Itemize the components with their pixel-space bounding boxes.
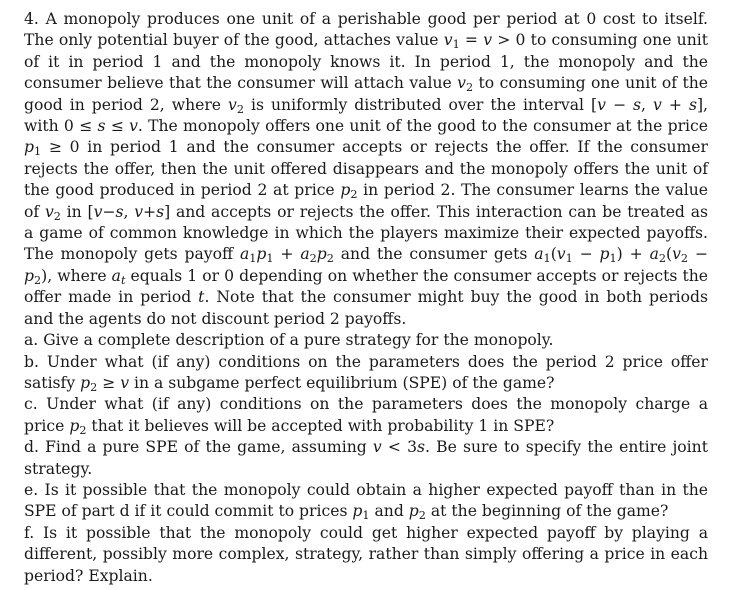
math-symbol (653, 96, 662, 114)
math-symbol (300, 245, 317, 266)
math-subscript: 1 (249, 252, 257, 266)
math-symbol (408, 502, 426, 523)
math-symbol (633, 96, 641, 114)
math-subscript: 1 (609, 252, 617, 266)
math-subscript: 2 (418, 509, 426, 523)
text-run: d. Find a pure SPE of the game, assuming (24, 438, 373, 457)
question-parts-list (24, 330, 708, 587)
math-subscript: t (120, 273, 126, 287)
text-run: − (102, 202, 116, 221)
math-symbol (483, 31, 492, 49)
text-run: ≥ (97, 373, 121, 392)
math-symbol (24, 138, 42, 159)
math-variable: s (97, 117, 106, 136)
math-symbol (69, 417, 86, 435)
math-subscript: 2 (90, 380, 98, 394)
text-run: c. Under what (if any) conditions on the parameters does the monopoly charge a price (24, 395, 708, 435)
math-symbol (649, 245, 666, 266)
math-symbol (80, 374, 97, 392)
text-run: f. Is it possible that the monopoly could get higher expected payoff by playing a different, possibly more complex, strategy, rather than simply offering a price in each period? Explain. (24, 523, 708, 585)
math-variable: s (417, 438, 426, 457)
math-symbol (534, 245, 551, 266)
text-run: ] and accepts or rejects the offer. This interaction can be treated as a game of common knowledge in which the players maximize their expected payoffs. The monopoly gets payoff (24, 202, 708, 264)
text-run: − (605, 95, 634, 114)
math-symbol (45, 203, 61, 221)
math-symbol (689, 96, 697, 114)
math-variable: v (556, 245, 566, 264)
text-run: . Be sure to specify the entire joint strategy. (24, 438, 708, 478)
math-variable: s (633, 95, 642, 114)
math-variable: p (80, 373, 91, 392)
problem-number: 4. (24, 10, 39, 28)
text-run: . The monopoly offers one unit of the good to the consumer at the price (137, 117, 708, 136)
math-symbol (156, 203, 164, 221)
math-subscript: 1 (565, 252, 573, 266)
math-variable: a (111, 266, 121, 285)
text-run: ), where (41, 266, 112, 285)
math-subscript: 2 (309, 252, 317, 266)
question-part-e (24, 480, 708, 523)
text-run: ], with 0 ≤ (24, 95, 708, 136)
math-subscript: 1 (543, 252, 551, 266)
text-run: in a subgame perfect equilibrium (SPE) of the game? (129, 373, 555, 392)
text-run: , (641, 95, 654, 114)
math-symbol (256, 245, 274, 266)
math-symbol (24, 267, 41, 285)
math-subscript: 1 (452, 38, 460, 52)
text-run: and (369, 502, 409, 521)
math-variable: v (93, 202, 103, 221)
text-run: − (688, 245, 708, 264)
text-run: that it believes will be accepted with probability 1 in SPE? (86, 416, 555, 435)
math-subscript: 1 (362, 509, 370, 523)
math-variable: v (129, 117, 138, 136)
text-run: ( (666, 245, 673, 264)
math-symbol (556, 245, 573, 266)
math-symbol (599, 245, 617, 266)
text-run: , (123, 202, 135, 221)
text-run: is uniformly distributed over the interval [ (244, 95, 598, 114)
math-variable: p (24, 138, 34, 157)
math-subscript: 2 (236, 102, 244, 116)
text-run: ) + (616, 245, 650, 264)
math-variable: p (599, 245, 610, 264)
math-variable: v (134, 202, 144, 221)
math-subscript: 1 (33, 145, 42, 159)
question-part-f (24, 523, 708, 587)
math-subscript: 2 (465, 81, 474, 95)
text-run: ≤ (105, 117, 130, 136)
math-variable: p (24, 266, 34, 285)
text-run: a. Give a complete description of a pure strategy for the monopoly. (24, 331, 554, 350)
text-run: < 3 (381, 438, 418, 457)
text-run: at the beginning of the game? (425, 502, 669, 521)
math-variable: v (443, 31, 453, 50)
math-subscript: 2 (680, 252, 689, 266)
math-variable: v (228, 95, 237, 114)
text-run: equals 1 or 0 depending on whether the consumer accepts or rejects the offer made in period (24, 266, 708, 307)
text-run: . Note that the consumer might buy the good in both periods and the agents do not discount period 2 payoffs. (24, 288, 709, 328)
math-variable: s (156, 202, 165, 221)
math-variable: a (649, 245, 659, 264)
text-run: + (273, 245, 301, 264)
math-variable: v (120, 373, 130, 392)
math-variable: s (115, 202, 124, 221)
math-subscript: 2 (326, 252, 334, 266)
math-symbol (340, 181, 358, 202)
math-variable: p (256, 245, 267, 264)
text-run: e. Is it possible that the monopoly could obtain a higher expected payoff than in the SPE of part d if it could commit to prices (24, 480, 708, 521)
text-run: b. Under what (if any) conditions on the parameters does the period 2 price offer satisfy (24, 352, 708, 392)
math-symbol (672, 245, 689, 266)
math-symbol (316, 245, 334, 266)
math-subscript: 2 (79, 423, 87, 437)
math-variable: p (408, 502, 419, 521)
math-variable: v (597, 95, 606, 114)
math-variable: p (340, 181, 351, 200)
math-symbol (352, 502, 370, 523)
math-variable: v (44, 202, 54, 221)
math-variable: v (653, 95, 662, 114)
math-subscript: 2 (350, 188, 358, 202)
math-symbol (129, 117, 138, 135)
math-variable: t (198, 288, 205, 307)
math-variable: v (483, 31, 493, 50)
math-symbol (239, 245, 257, 266)
math-symbol (228, 96, 244, 114)
math-variable: v (372, 438, 382, 457)
text-run: and the consumer gets (333, 245, 535, 264)
text-run: + (661, 95, 689, 114)
math-subscript: 2 (33, 273, 42, 287)
text-run: − (572, 245, 600, 264)
math-subscript: 2 (658, 252, 666, 266)
math-variable: a (239, 245, 250, 264)
math-symbol (373, 438, 382, 456)
math-symbol (443, 31, 460, 52)
math-symbol (112, 267, 126, 285)
math-subscript: 1 (266, 252, 274, 266)
text-run: in period 2. The consumer learns the value of (24, 181, 709, 221)
math-subscript: 2 (53, 209, 61, 223)
question-part-b (24, 352, 708, 395)
text-run: to consuming one unit of the good in period 2, where (24, 74, 709, 114)
math-symbol (417, 438, 425, 456)
math-symbol (457, 74, 474, 95)
question-part-c (24, 394, 708, 437)
text-run: ≥ 0 in period 1 and the consumer accepts or rejects the offer. If the consumer rejects the offer, then the unit offered disappears and the monopoly offers the unit of the good produced in period 2 at price (24, 138, 708, 200)
math-variable: s (688, 95, 697, 114)
problem-document (24, 9, 708, 587)
text-run: ( (550, 245, 557, 264)
text-run: in [ (60, 202, 94, 221)
text-run: > 0 to consuming one unit of it in period 1 and the monopoly knows it. In period 1, the monopoly and the consumer believe that the consumer will attach value (24, 31, 708, 93)
math-symbol (134, 203, 143, 221)
math-variable: p (352, 502, 363, 521)
text-run: = (459, 31, 484, 50)
math-variable: v (672, 245, 681, 264)
problem-statement (24, 9, 708, 330)
math-variable: a (534, 245, 544, 264)
math-variable: p (316, 245, 327, 264)
math-variable: p (69, 416, 80, 435)
text-run: A monopoly produces one unit of a perishable good per period at 0 cost to itself. The only potential buyer of the good, attaches value (24, 10, 708, 50)
text-run: + (143, 202, 157, 221)
math-symbol (597, 96, 606, 114)
math-variable: a (300, 245, 310, 264)
question-part-a (24, 330, 708, 351)
problem-statement-text (24, 10, 708, 328)
math-symbol (120, 374, 129, 392)
math-variable: v (457, 74, 466, 93)
question-part-d (24, 437, 708, 480)
